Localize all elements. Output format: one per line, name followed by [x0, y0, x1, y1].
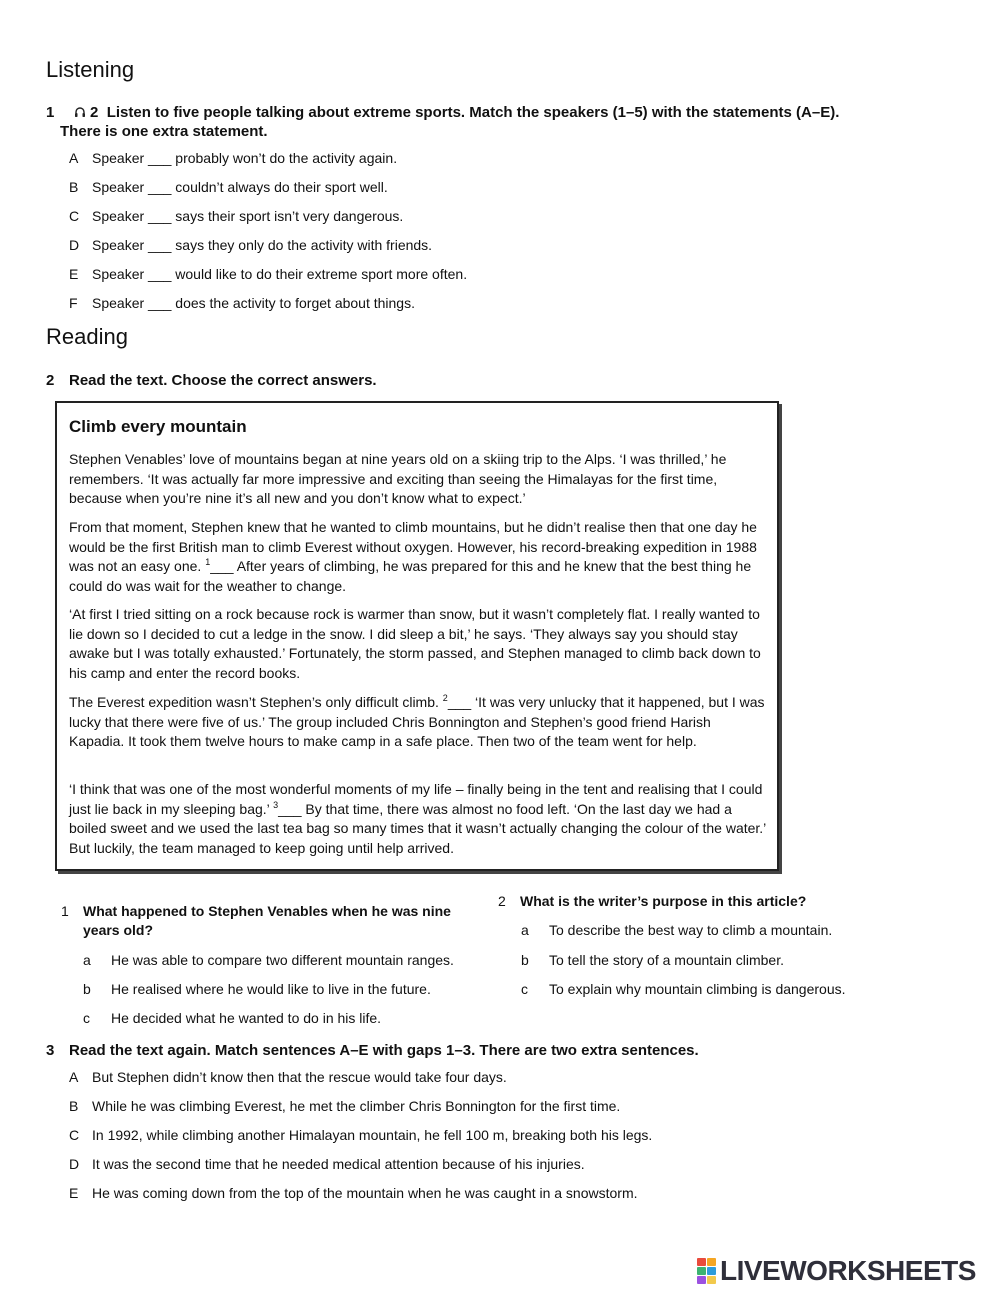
- logo-blocks-icon: [697, 1258, 716, 1284]
- question-2-instruction: [46, 371, 377, 390]
- sentence-item: D It was the second time that he needed medical attention because of his injuries.: [69, 1156, 585, 1172]
- article-box: [55, 401, 779, 871]
- logo-text: LIVEWORKSHEETS: [720, 1255, 976, 1286]
- question-number: 1: [46, 104, 55, 121]
- answer-option[interactable]: a To describe the best way to climb a mountain.: [521, 922, 833, 938]
- sentence-item: A But Stephen didn’t know then that the rescue would take four days.: [69, 1069, 507, 1085]
- sentence-item: B While he was climbing Everest, he met the climber Chris Bonnington for the first time.: [69, 1098, 621, 1114]
- answer-option[interactable]: c He decided what he wanted to do in his life.: [83, 1010, 382, 1026]
- sentence-item: C In 1992, while climbing another Himalayan mountain, he fell 100 m, breaking both his legs.: [69, 1127, 653, 1143]
- sub-question-2: 2 What is the writer’s purpose in this article?: [498, 893, 807, 909]
- sub-question-1: 1 What happened to Stephen Venables when he was nine years old?: [61, 903, 451, 938]
- listening-heading: Listening: [46, 57, 135, 82]
- statement-item: C Speaker ___ says their sport isn’t very dangerous.: [69, 208, 404, 224]
- gap-number: 2: [442, 693, 448, 703]
- answer-option[interactable]: b He realised where he would like to live in the future.: [83, 981, 431, 997]
- statement-item: B Speaker ___ couldn’t always do their sport well.: [69, 179, 388, 195]
- gap-number: 3: [273, 799, 279, 810]
- article-title: Climb every mountain: [69, 417, 247, 436]
- article-paragraph: ‘I think that was one of the most wonderful moments of my life – finally being in the tent and realising that I could just lie back in my sleeping bag.’ $^3$___ By that time, there was almost no food left. ‘On the last day we had a boiled sweet and we used the last tea bag so many times that it wasn’t actually changing the colour of the water.’ But luckily, the team managed to keep going until help arrived.: [69, 781, 766, 856]
- question-3-instruction: [46, 1041, 699, 1060]
- question-number: 2: [46, 372, 55, 389]
- statement-item: F Speaker ___ does the activity to forget about things.: [69, 295, 415, 311]
- statement-item: E Speaker ___ would like to do their extreme sport more often.: [69, 266, 468, 282]
- headphones-icon: [74, 106, 86, 118]
- answer-option[interactable]: c To explain why mountain climbing is dangerous.: [521, 981, 846, 997]
- statement-item: D Speaker ___ says they only do the activity with friends.: [69, 237, 433, 253]
- liveworksheets-logo[interactable]: [697, 1255, 976, 1287]
- article-paragraph: The Everest expedition wasn’t Stephen’s only difficult climb. $^2$___ ‘It was very unlucky that it happened, but I was lucky that there were five of us.’ The group included Chris Bonnington and Stephen’s good friend Harish Kapadia. It took them twelve hours to make camp in a safe place. Then two of the team went for help.: [69, 693, 765, 749]
- article-paragraph: ‘At first I tried sitting on a rock because rock is warmer than snow, but it wasn’t completely flat. I really wanted to lie down so I decided to cut a ledge in the snow. I did sleep a bit,’ he says. ‘They always say you should stay awake but I was totally exhausted.’ Fortunately, the storm passed, and Stephen managed to climb back down to his camp and enter the record books.: [69, 606, 761, 681]
- answer-option[interactable]: b To tell the story of a mountain climber.: [521, 952, 784, 968]
- reading-heading: Reading: [46, 324, 128, 349]
- track-number: 2: [90, 104, 99, 121]
- question-number: 3: [46, 1042, 55, 1059]
- article-paragraph: Stephen Venables’ love of mountains began at nine years old on a skiing trip to the Alps. ‘I was thrilled,’ he remembers. ‘It was actually far more impressive and exciting than seeing the Himalayas for the first time, because when you’re nine it’s all new and you don’t know what to expect.’: [69, 451, 727, 506]
- instruction-text: Read the text again. Match sentences A–E with gaps 1–3. There are two extra sentences.: [69, 1042, 699, 1059]
- question-1-instruction: [46, 103, 866, 141]
- answer-option[interactable]: a He was able to compare two different mountain ranges.: [83, 952, 454, 968]
- instruction-text: Read the text. Choose the correct answers.: [69, 372, 377, 389]
- gap-number: 1: [205, 557, 211, 567]
- article-paragraph: From that moment, Stephen knew that he wanted to climb mountains, but he didn’t realise then that one day he would be the first British man to climb Everest without oxygen. However, his record-breaking expedition in 1988 was not an easy one. $^1$___ After years of climbing, he was prepared for this and he knew that the best thing he could do was wait for the weather to change.: [69, 519, 757, 594]
- instruction-text: Listen to five people talking about extreme sports. Match the speakers (1–5) with the statements (A–E). There is one extra statement.: [60, 104, 840, 140]
- sentence-item: E He was coming down from the top of the mountain when he was caught in a snowstorm.: [69, 1185, 638, 1201]
- statement-item: A Speaker ___ probably won’t do the activity again.: [69, 150, 398, 166]
